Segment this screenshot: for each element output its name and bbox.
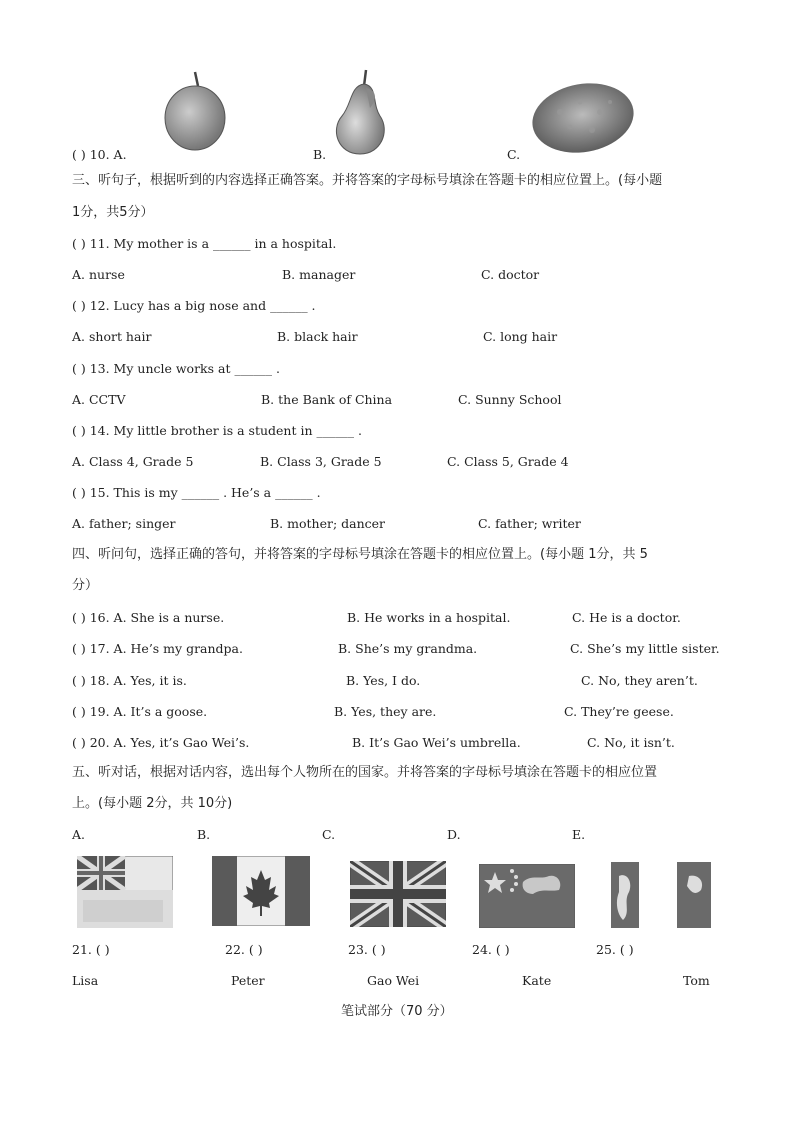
q19-option-a: ( ) 19. A. It’s a goose. xyxy=(72,704,208,719)
q20-option-b: B. It’s Gao Wei’s umbrella. xyxy=(352,735,521,750)
australia-flag-icon xyxy=(77,856,173,928)
q15-stem: ( ) 15. This is my ______ . He’s a ______ . xyxy=(72,485,321,500)
q10-prefix: ( ) 10. A. xyxy=(72,147,127,162)
q18-option-c: C. No, they aren’t. xyxy=(581,673,698,688)
pear-icon xyxy=(330,68,390,156)
section5-title: 五、听对话，根据对话内容，选出每个人物所在的国家。并将答案的字母标号填涂在答题卡的相应位置 xyxy=(72,765,658,780)
answer-23[interactable]: 23. ( ) xyxy=(348,942,386,957)
flag-letter-b: B. xyxy=(197,827,211,842)
answer-21[interactable]: 21. ( ) xyxy=(72,942,110,957)
name-lisa: Lisa xyxy=(72,973,99,988)
q19-option-b: B. Yes, they are. xyxy=(334,704,437,719)
name-kate: Kate xyxy=(522,973,552,988)
q11-option-b: B. manager xyxy=(282,267,356,282)
flag-icon xyxy=(611,862,713,928)
q19-option-c: C. They’re geese. xyxy=(564,704,674,719)
section4-title-cont: 分） xyxy=(72,578,99,593)
name-peter: Peter xyxy=(231,973,265,988)
q14-option-b: B. Class 3, Grade 5 xyxy=(260,454,382,469)
answer-25[interactable]: 25. ( ) xyxy=(596,942,634,957)
q14-stem: ( ) 14. My little brother is a student in ______ . xyxy=(72,423,362,438)
q17-option-c: C. She’s my little sister. xyxy=(570,641,720,656)
q12-option-b: B. black hair xyxy=(277,329,358,344)
q18-option-b: B. Yes, I do. xyxy=(346,673,421,688)
q12-stem: ( ) 12. Lucy has a big nose and ______ . xyxy=(72,298,316,313)
uk-flag-icon xyxy=(350,861,446,927)
q20-option-a: ( ) 20. A. Yes, it’s Gao Wei’s. xyxy=(72,735,250,750)
section5-title-cont: 上。(每小题 2分，共 10分) xyxy=(72,796,233,811)
melon-icon xyxy=(530,82,636,154)
q15-option-a: A. father; singer xyxy=(72,516,176,531)
q14-option-c: C. Class 5, Grade 4 xyxy=(447,454,569,469)
q18-option-a: ( ) 18. A. Yes, it is. xyxy=(72,673,187,688)
flag-letter-d: D. xyxy=(447,827,461,842)
q13-option-c: C. Sunny School xyxy=(458,392,562,407)
apple-icon xyxy=(162,70,228,152)
q17-option-b: B. She’s my grandma. xyxy=(338,641,478,656)
q14-option-a: A. Class 4, Grade 5 xyxy=(72,454,194,469)
q11-stem: ( ) 11. My mother is a ______ in a hospital. xyxy=(72,236,337,251)
q11-option-a: A. nurse xyxy=(72,267,125,282)
written-part-heading: 笔试部分（70 分） xyxy=(341,1004,453,1019)
answer-22[interactable]: 22. ( ) xyxy=(225,942,263,957)
q16-option-c: C. He is a doctor. xyxy=(572,610,681,625)
flag-letter-c: C. xyxy=(322,827,336,842)
section4-title: 四、听问句，选择正确的答句，并将答案的字母标号填涂在答题卡的相应位置上。(每小题 1分，共 5 xyxy=(72,547,648,562)
flag-letter-e: E. xyxy=(572,827,586,842)
section3-title-cont: 1分，共5分） xyxy=(72,205,154,220)
section3-title: 三、听句子，根据听到的内容选择正确答案。并将答案的字母标号填涂在答题卡的相应位置上。(每小题 xyxy=(72,173,663,188)
q12-option-a: A. short hair xyxy=(72,329,152,344)
canada-flag-icon xyxy=(212,856,310,926)
q15-option-b: B. mother; dancer xyxy=(270,516,386,531)
q13-option-b: B. the Bank of China xyxy=(261,392,393,407)
q20-option-c: C. No, it isn’t. xyxy=(587,735,675,750)
q10-option-b: B. xyxy=(313,147,327,162)
name-gao-wei: Gao Wei xyxy=(367,973,420,988)
q16-option-a: ( ) 16. A. She is a nurse. xyxy=(72,610,225,625)
q15-option-c: C. father; writer xyxy=(478,516,581,531)
answer-24[interactable]: 24. ( ) xyxy=(472,942,510,957)
q13-option-a: A. CCTV xyxy=(72,392,126,407)
flag-letter-a: A. xyxy=(72,827,86,842)
q11-option-c: C. doctor xyxy=(481,267,540,282)
china-flag-icon xyxy=(479,864,575,928)
q12-option-c: C. long hair xyxy=(483,329,558,344)
q13-stem: ( ) 13. My uncle works at ______ . xyxy=(72,361,280,376)
q17-option-a: ( ) 17. A. He’s my grandpa. xyxy=(72,641,243,656)
q16-option-b: B. He works in a hospital. xyxy=(347,610,511,625)
name-tom: Tom xyxy=(683,973,710,988)
q10-option-c: C. xyxy=(507,147,521,162)
